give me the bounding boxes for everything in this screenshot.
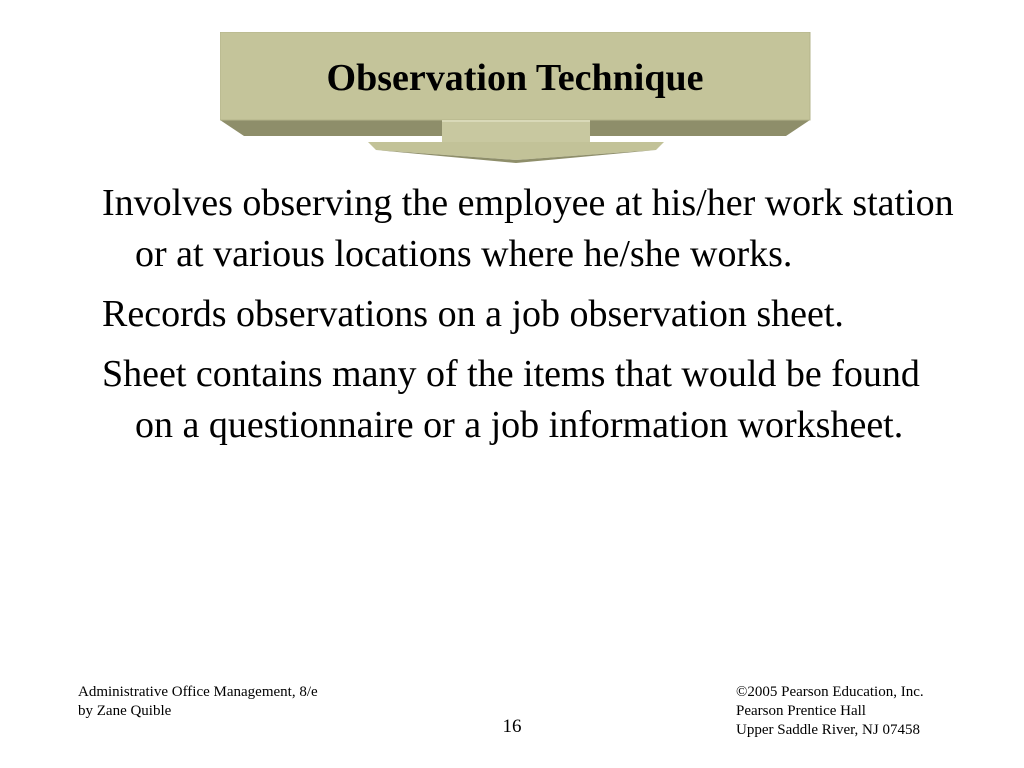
- bullet-item: Sheet contains many of the items that would be found on a questionnaire or a job information worksheet.: [102, 353, 920, 446]
- footer-book-info: [78, 683, 318, 721]
- bullet-item: Involves observing the employee at his/her work station or at various locations where he/she works.: [102, 182, 954, 275]
- title-banner-shape: [220, 32, 812, 177]
- bullet-list: [102, 178, 962, 451]
- arrow-stem: [442, 120, 590, 142]
- arrow-stem-highlight: [442, 120, 590, 122]
- bullet-item: Records observations on a job observation sheet.: [102, 293, 844, 335]
- footer-author: by Zane Quible: [78, 703, 172, 719]
- slide-title: Observation Technique: [326, 57, 704, 99]
- footer-publisher: Pearson Prentice Hall: [736, 703, 866, 719]
- arrow-head: [368, 142, 664, 160]
- footer-copyright: [736, 683, 924, 740]
- footer-book-title: Administrative Office Management, 8/e: [78, 684, 318, 700]
- footer-address: Upper Saddle River, NJ 07458: [736, 722, 920, 738]
- footer-copyright-line: ©2005 Pearson Education, Inc.: [736, 684, 924, 700]
- title-banner: [220, 32, 812, 177]
- page-number: 16: [502, 716, 522, 737]
